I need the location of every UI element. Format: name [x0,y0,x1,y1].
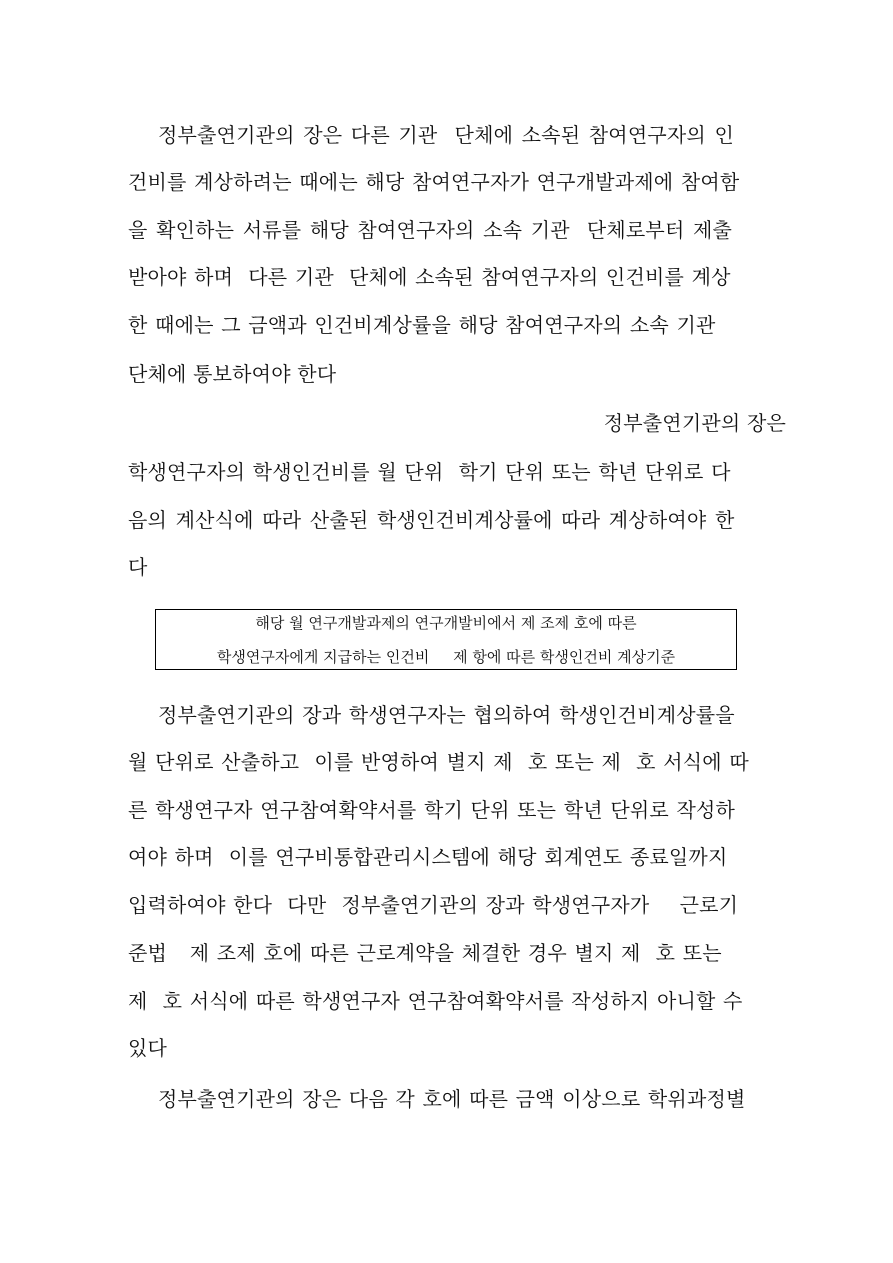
text-line: 정부출연기관의 장은 [603,411,786,435]
formula-denominator: 학생연구자에게 지급하는 인건비 제 항에 따른 학생인건비 계상기준 [216,648,676,666]
text-line: 받아야 하며 다른 기관 단체에 소속된 참여연구자의 인건비를 계상 [128,265,731,289]
formula-box [155,609,737,670]
text-line: 준법 제 조제 호에 따른 근로계약을 체결한 경우 별지 제 호 또는 [128,941,722,965]
text-line: 입력하여야 한다 다만 정부출연기관의 장과 학생연구자가 근로기 [128,893,739,917]
text-line: 다 [128,555,148,579]
text-line: 정부출연기관의 장과 학생연구자는 협의하여 학생인건비계상률을 [158,703,735,727]
text-line: 을 확인하는 서류를 해당 참여연구자의 소속 기관 단체로부터 제출 [128,218,733,242]
text-line: 여야 하며 이를 연구비통합관리시스템에 해당 회계연도 종료일까지 [128,845,728,869]
text-line: 정부출연기관의 장은 다음 각 호에 따른 금액 이상으로 학위과정별 [158,1087,746,1111]
formula-numerator: 해당 월 연구개발과제의 연구개발비에서 제 조제 호에 따른 [255,614,637,632]
text-line: 월 단위로 산출하고 이를 반영하여 별지 제 호 또는 제 호 서식에 따 [128,750,749,774]
text-line: 제 호 서식에 따른 학생연구자 연구참여확약서를 작성하지 아니할 수 [128,989,743,1013]
text-line: 있다 [128,1036,168,1060]
text-line: 한 때에는 그 금액과 인건비계상률을 해당 참여연구자의 소속 기관 [128,313,716,337]
text-line: 단체에 통보하여야 한다 [128,362,337,386]
text-line: 정부출연기관의 장은 다른 기관 단체에 소속된 참여연구자의 인 [158,123,734,147]
text-line: 건비를 계상하려는 때에는 해당 참여연구자가 연구개발과제에 참여함 [128,170,740,194]
text-line: 른 학생연구자 연구참여확약서를 학기 단위 또는 학년 단위로 작성하 [128,798,736,822]
text-line: 학생연구자의 학생인건비를 월 단위 학기 단위 또는 학년 단위로 다 [128,460,731,484]
text-line: 음의 계산식에 따라 산출된 학생인건비계상률에 따라 계상하여야 한 [128,508,735,532]
